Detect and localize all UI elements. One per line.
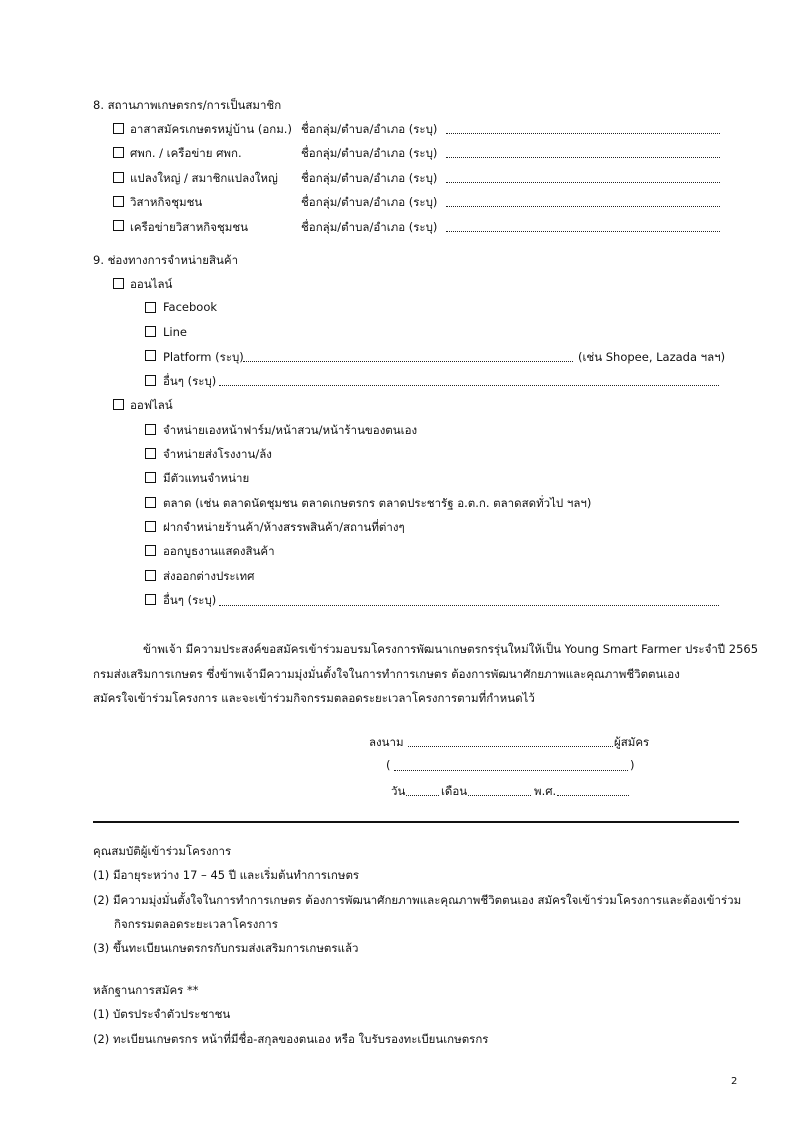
checkbox-offline-other[interactable]: [145, 594, 156, 605]
offline-option-label: ออกบูธงานแสดงสินค้า: [163, 544, 275, 558]
checkbox-community-enterprise[interactable]: [113, 196, 124, 207]
day-line[interactable]: [406, 795, 439, 796]
spec-input-line[interactable]: [446, 231, 720, 232]
checkbox-online[interactable]: [113, 278, 124, 289]
signature-line[interactable]: [408, 746, 613, 747]
day-label: วัน: [391, 784, 406, 798]
online-other-input-line[interactable]: [219, 385, 719, 386]
offline-option-label: ส่งออกต่างประเทศ: [163, 569, 255, 583]
spec-label: ชื่อกลุ่ม/ตำบล/อำเภอ (ระบุ): [301, 171, 438, 185]
qualification-item-continued: กิจกรรมตลอดระยะเวลาโครงการ: [114, 917, 278, 931]
qualification-item: (1) มีอายุระหว่าง 17 – 45 ปี และเริ่มต้นทำการเกษตร: [93, 868, 360, 882]
offline-other-input-line[interactable]: [219, 605, 719, 606]
offline-option-label: จำหน่ายเองหน้าฟาร์ม/หน้าสวน/หน้าร้านของตนเอง: [163, 423, 418, 437]
checkbox-exhibition[interactable]: [145, 545, 156, 556]
section-9-title: 9. ช่องทางการจำหน่ายสินค้า: [93, 253, 239, 267]
evidence-item: (1) บัตรประจำตัวประชาชน: [93, 1007, 231, 1021]
evidence-title: หลักฐานการสมัคร **: [93, 983, 199, 997]
year-line[interactable]: [557, 795, 629, 796]
offline-option-label: ตลาด (เช่น ตลาดนัดชุมชน ตลาดเกษตรกร ตลาดประชารัฐ อ.ต.ก. ตลาดสดทั่วไป ฯลฯ): [163, 496, 592, 510]
qualifications-title: คุณสมบัติผู้เข้าร่วมโครงการ: [93, 844, 232, 858]
option-label: อาสาสมัครเกษตรหมู่บ้าน (อกม.): [130, 122, 292, 136]
spec-input-line[interactable]: [446, 206, 720, 207]
offline-option-label: ฝากจำหน่ายร้านค้า/ห้างสรรพสินค้า/สถานที่ต่างๆ: [163, 520, 405, 534]
checkbox-agri-volunteer[interactable]: [113, 123, 124, 134]
spec-label: ชื่อกลุ่ม/ตำบล/อำเภอ (ระบุ): [301, 195, 438, 209]
checkbox-community-network[interactable]: [113, 220, 124, 231]
month-line[interactable]: [468, 795, 531, 796]
declaration-line-3: สมัครใจเข้าร่วมโครงการ และจะเข้าร่วมกิจกรรมตลอดระยะเวลาโครงการตามที่กำหนดไว้: [93, 691, 535, 705]
spec-label: ชื่อกลุ่ม/ตำบล/อำเภอ (ระบุ): [301, 220, 438, 234]
offline-label: ออฟไลน์: [130, 398, 173, 412]
checkbox-online-other[interactable]: [145, 375, 156, 386]
qualification-item: (3) ขึ้นทะเบียนเกษตรกรกับกรมส่งเสริมการเกษตรแล้ว: [93, 941, 359, 955]
platform-label: Platform (ระบุ): [163, 350, 244, 364]
offline-option-label: มีตัวแทนจำหน่าย: [163, 471, 250, 485]
checkbox-market[interactable]: [145, 497, 156, 508]
spec-label: ชื่อกลุ่ม/ตำบล/อำเภอ (ระบุ): [301, 122, 438, 136]
spec-label: ชื่อกลุ่ม/ตำบล/อำเภอ (ระบุ): [301, 146, 438, 160]
platform-note: (เช่น Shopee, Lazada ฯลฯ): [578, 350, 726, 364]
checkbox-line[interactable]: [145, 326, 156, 337]
checkbox-export[interactable]: [145, 570, 156, 581]
qualification-item: (2) มีความมุ่งมั่นตั้งใจในการทำการเกษตร ต้องการพัฒนาศักยภาพและคุณภาพชีวิตตนเอง สมัครใจเข้าร่วมโครงการและต้องเข้าร่วม: [93, 893, 742, 907]
name-line[interactable]: [394, 770, 628, 771]
checkbox-spk[interactable]: [113, 147, 124, 158]
checkbox-agent[interactable]: [145, 472, 156, 483]
month-label: เดือน: [441, 784, 468, 798]
checkbox-self-sale[interactable]: [145, 424, 156, 435]
applicant-label: ผู้สมัคร: [614, 735, 650, 749]
sign-label: ลงนาม: [369, 735, 404, 749]
online-label: ออนไลน์: [130, 277, 173, 291]
spec-input-line[interactable]: [446, 133, 720, 134]
facebook-label: Facebook: [163, 300, 218, 314]
offline-other-label: อื่นๆ (ระบุ): [163, 593, 217, 607]
platform-input-line[interactable]: [243, 361, 573, 362]
open-paren: (: [386, 758, 391, 772]
checkbox-large-plot[interactable]: [113, 172, 124, 183]
checkbox-platform[interactable]: [145, 350, 156, 361]
section-8-title: 8. สถานภาพเกษตรกร/การเป็นสมาชิก: [93, 98, 282, 112]
spec-input-line[interactable]: [446, 182, 720, 183]
option-label: แปลงใหญ่ / สมาชิกแปลงใหญ่: [130, 171, 278, 185]
page-number: 2: [731, 1076, 738, 1087]
spec-input-line[interactable]: [446, 157, 720, 158]
checkbox-factory[interactable]: [145, 448, 156, 459]
declaration-line-1: ข้าพเจ้า มีความประสงค์ขอสมัครเข้าร่วมอบรมโครงการพัฒนาเกษตรกรรุ่นใหม่ให้เป็น Young Smart Farmer ประจำปี 2565: [143, 642, 759, 656]
evidence-item: (2) ทะเบียนเกษตรกร หน้าที่มีชื่อ-สกุลของตนเอง หรือ ใบรับรองทะเบียนเกษตรกร: [93, 1032, 489, 1046]
option-label: วิสาหกิจชุมชน: [130, 195, 203, 209]
close-paren: ): [630, 758, 635, 772]
declaration-line-2: กรมส่งเสริมการเกษตร ซึ่งข้าพเจ้ามีความมุ่งมั่นตั้งใจในการทำการเกษตร ต้องการพัฒนาศักยภาพและคุณภาพชีวิตตนเอง: [93, 667, 680, 681]
offline-option-label: จำหน่ายส่งโรงงาน/ล้ง: [163, 447, 272, 461]
option-label: เครือข่ายวิสาหกิจชุมชน: [130, 220, 249, 234]
year-label: พ.ศ.: [534, 784, 557, 798]
option-label: ศพก. / เครือข่าย ศพก.: [130, 146, 242, 160]
section-divider: [93, 821, 739, 823]
checkbox-offline[interactable]: [113, 399, 124, 410]
checkbox-facebook[interactable]: [145, 302, 156, 313]
line-label: Line: [163, 325, 187, 339]
online-other-label: อื่นๆ (ระบุ): [163, 374, 217, 388]
checkbox-consignment[interactable]: [145, 521, 156, 532]
